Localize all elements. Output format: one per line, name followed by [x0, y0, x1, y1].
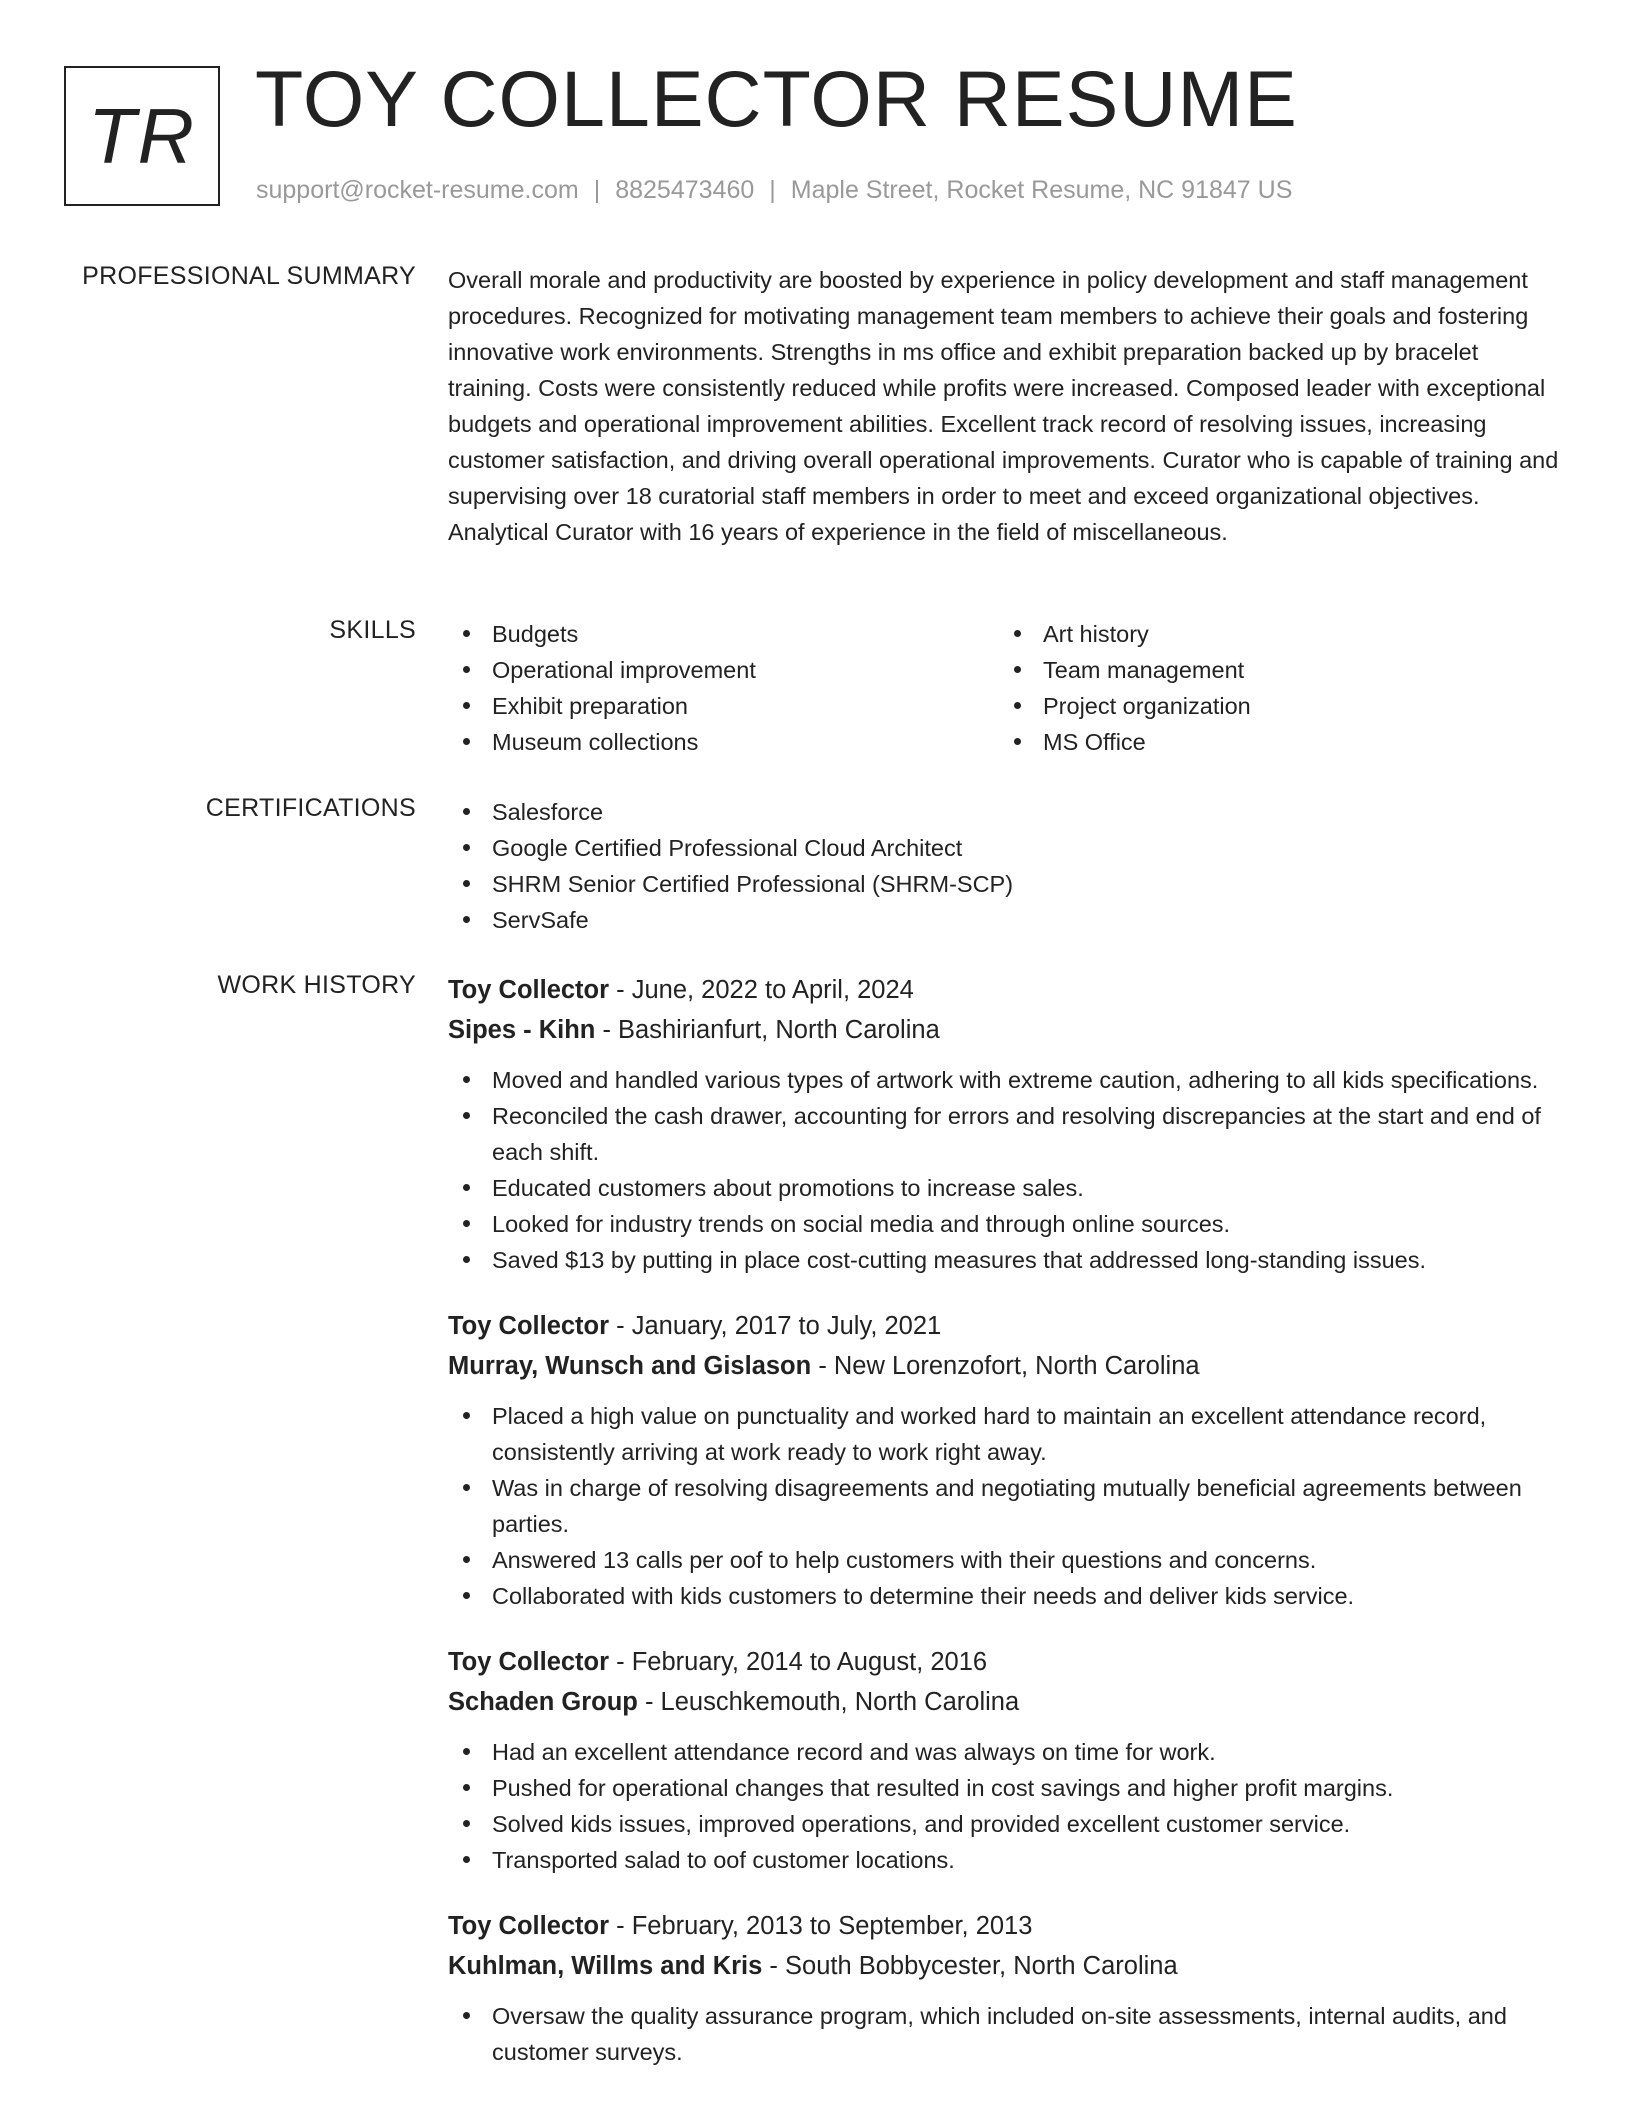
summary-heading: PROFESSIONAL SUMMARY [82, 262, 416, 290]
job-bullets [448, 1734, 1568, 1878]
skill-item: Budgets [448, 616, 999, 652]
job-entry [448, 970, 1568, 1278]
contact-phone[interactable]: 8825473460 [615, 176, 755, 204]
job-title-line [448, 1306, 1568, 1346]
job-bullet: Answered 13 calls per oof to help customers with their questions and concerns. [448, 1542, 1568, 1578]
summary-text: Overall morale and productivity are boosted by experience in policy development and staff management procedures. Recognized for motivating management team members to achieve their goals and fostering innovative work environments. Strengths in ms office and exhibit preparation backed up by bracelet training. Costs were consistently reduced while profits were increased. Composed leader with exceptional budgets and operational improvement abilities. Excellent track record of resolving issues, increasing customer satisfaction, and driving overall operational improvements. Curator who is capable of training and supervising over 18 curatorial staff members in order to meet and exceed organizational objectives. Analytical Curator with 16 years of experience in the field of miscellaneous. [448, 267, 1559, 545]
skill-item: Project organization [999, 688, 1550, 724]
certifications-body [448, 794, 1568, 938]
summary-body [448, 262, 1568, 550]
job-entry [448, 1306, 1568, 1614]
job-bullets [448, 1998, 1568, 2070]
job-dates: - January, 2017 to July, 2021 [616, 1312, 942, 1340]
job-bullet: Moved and handled various types of artwork with extreme caution, adhering to all kids specifications. [448, 1062, 1568, 1098]
job-dates: - February, 2014 to August, 2016 [616, 1648, 988, 1676]
job-title: Toy Collector [448, 1312, 610, 1340]
monogram-initials: TR [88, 91, 196, 180]
contact-address: Maple Street, Rocket Resume, NC 91847 US [790, 176, 1293, 204]
job-entry [448, 1642, 1568, 1878]
skill-item: Art history [999, 616, 1550, 652]
certification-item: Google Certified Professional Cloud Architect [448, 830, 1568, 866]
job-bullet: Looked for industry trends on social media and through online sources. [448, 1206, 1568, 1242]
job-company-line [448, 1682, 1568, 1722]
job-bullet: Collaborated with kids customers to determine their needs and deliver kids service. [448, 1578, 1568, 1614]
job-company-line [448, 1346, 1568, 1386]
work-history-body [448, 970, 1568, 2070]
skills-heading: SKILLS [329, 616, 416, 644]
job-bullet: Pushed for operational changes that resulted in cost savings and higher profit margins. [448, 1770, 1568, 1806]
certifications-heading: CERTIFICATIONS [205, 794, 416, 822]
job-bullet: Transported salad to oof customer locations. [448, 1842, 1568, 1878]
job-bullet: Oversaw the quality assurance program, which included on-site assessments, internal audits, and customer surveys. [448, 1998, 1568, 2070]
work-history-heading: WORK HISTORY [217, 971, 416, 999]
job-bullet: Had an excellent attendance record and was always on time for work. [448, 1734, 1568, 1770]
job-company-line [448, 1946, 1568, 1986]
job-title: Toy Collector [448, 1648, 610, 1676]
job-bullet: Saved $13 by putting in place cost-cutting measures that addressed long-standing issues. [448, 1242, 1568, 1278]
skill-item: Team management [999, 652, 1550, 688]
job-bullets [448, 1062, 1568, 1278]
job-company-line [448, 1010, 1568, 1050]
job-company: Sipes - Kihn [448, 1016, 596, 1044]
skills-list-left [448, 616, 999, 760]
job-bullet: Placed a high value on punctuality and worked hard to maintain an excellent attendance record, consistently arriving at work ready to work right away. [448, 1398, 1568, 1470]
certification-item: SHRM Senior Certified Professional (SHRM-SCP) [448, 866, 1568, 902]
job-company: Schaden Group [448, 1688, 638, 1716]
skills-body [448, 616, 1568, 760]
skill-item: Operational improvement [448, 652, 999, 688]
job-location: - New Lorenzofort, North Carolina [818, 1352, 1200, 1380]
skill-item: Exhibit preparation [448, 688, 999, 724]
job-bullets [448, 1398, 1568, 1614]
resume-title: TOY COLLECTOR RESUME [255, 54, 1298, 143]
job-company: Murray, Wunsch and Gislason [448, 1352, 812, 1380]
job-title-line [448, 970, 1568, 1010]
job-bullet: Educated customers about promotions to increase sales. [448, 1170, 1568, 1206]
job-bullet: Reconciled the cash drawer, accounting for errors and resolving discrepancies at the start and end of each shift. [448, 1098, 1568, 1170]
skill-item: MS Office [999, 724, 1550, 760]
job-entry [448, 1906, 1568, 2070]
monogram-logo [64, 66, 220, 206]
job-bullet: Was in charge of resolving disagreements and negotiating mutually beneficial agreements between parties. [448, 1470, 1568, 1542]
job-bullet: Solved kids issues, improved operations, and provided excellent customer service. [448, 1806, 1568, 1842]
job-title: Toy Collector [448, 1912, 610, 1940]
job-dates: - June, 2022 to April, 2024 [616, 976, 914, 1004]
job-company: Kuhlman, Willms and Kris [448, 1952, 763, 1980]
contact-email[interactable]: support@rocket-resume.com [256, 176, 579, 204]
job-title: Toy Collector [448, 976, 610, 1004]
contact-line [256, 176, 1292, 205]
contact-separator: | [769, 176, 776, 204]
certification-item: ServSafe [448, 902, 1568, 938]
job-location: - South Bobbycester, North Carolina [769, 1952, 1178, 1980]
job-location: - Bashirianfurt, North Carolina [602, 1016, 940, 1044]
job-title-line [448, 1906, 1568, 1946]
certification-item: Salesforce [448, 794, 1568, 830]
contact-separator: | [593, 176, 601, 204]
job-location: - Leuschkemouth, North Carolina [644, 1688, 1020, 1716]
job-dates: - February, 2013 to September, 2013 [616, 1912, 1033, 1940]
skill-item: Museum collections [448, 724, 999, 760]
skills-list-right [999, 616, 1550, 760]
certifications-list [448, 794, 1568, 938]
job-title-line [448, 1642, 1568, 1682]
